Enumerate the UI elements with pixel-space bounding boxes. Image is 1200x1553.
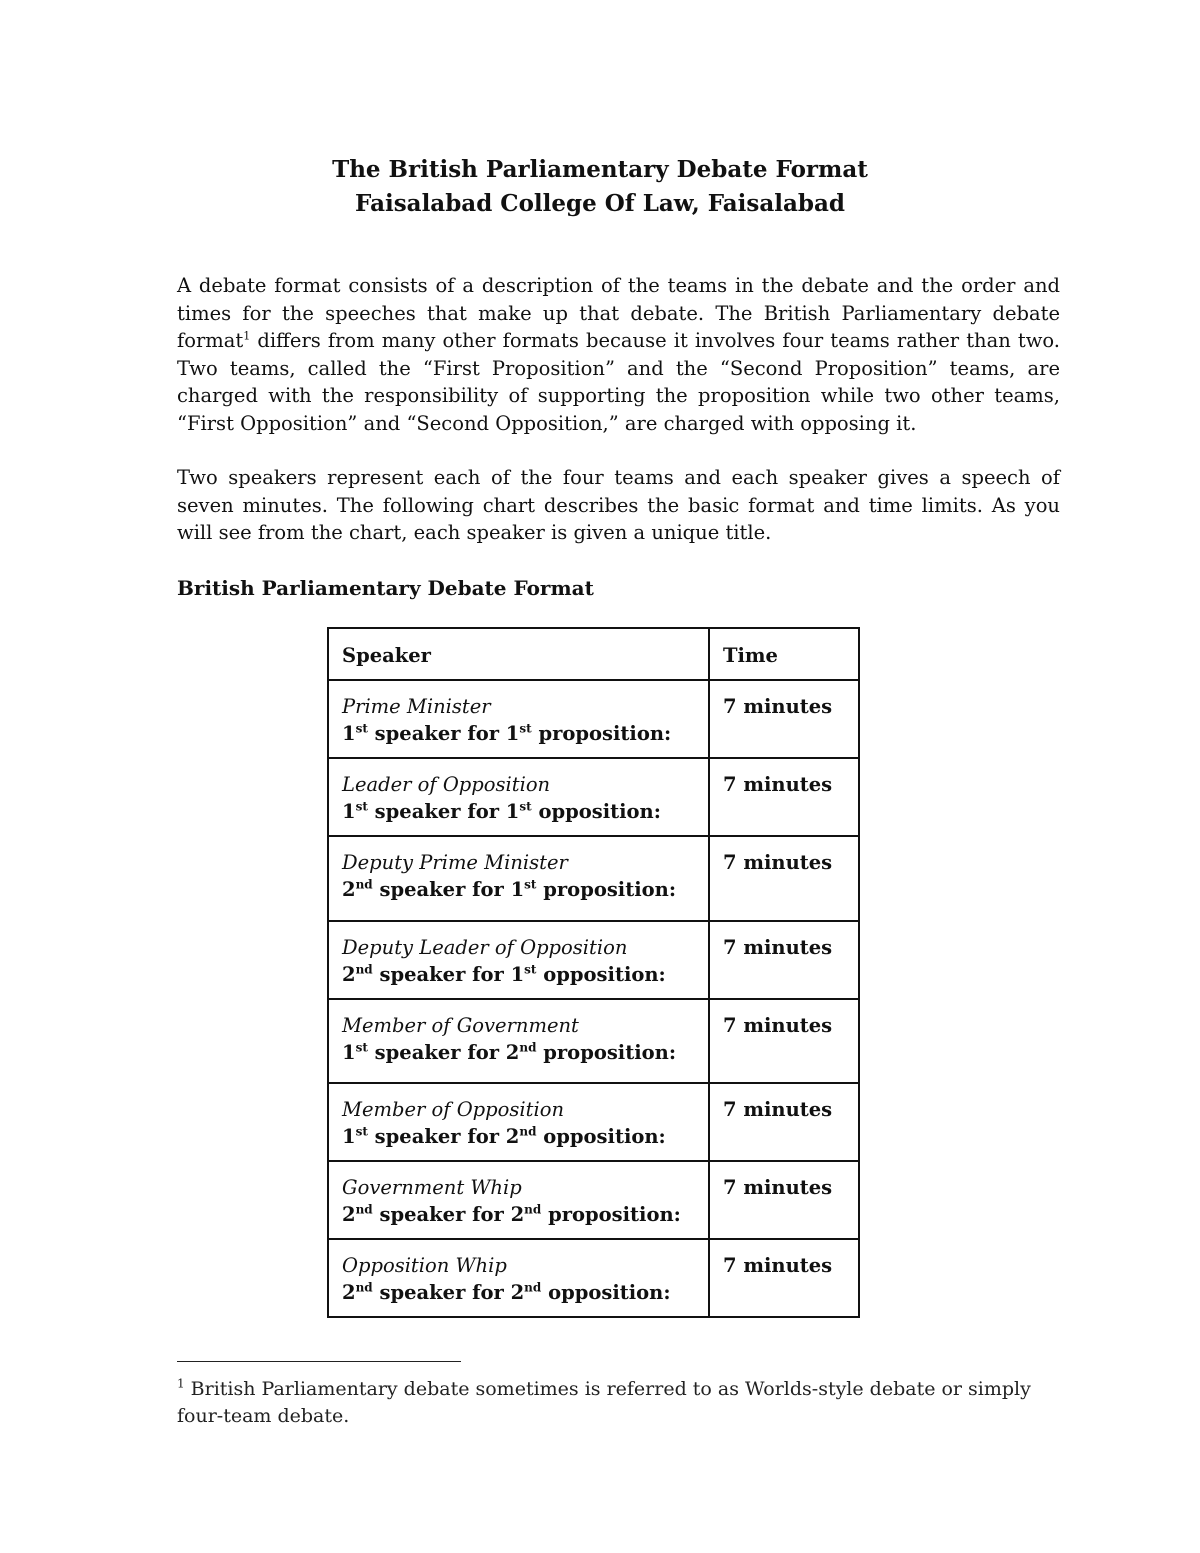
time-cell: 7 minutes <box>709 1161 859 1239</box>
speaker-cell <box>328 758 709 836</box>
speaker-role: Member of Opposition <box>342 1098 565 1121</box>
speaker-cell <box>328 1083 709 1161</box>
team-order-suffix: nd <box>524 1280 542 1295</box>
speaker-role: Leader of Opposition <box>342 773 551 796</box>
speaker-role: Government Whip <box>342 1176 522 1199</box>
table-body <box>328 680 859 1317</box>
team-order: 1 <box>510 963 525 986</box>
speaker-cell <box>328 1161 709 1239</box>
header-speaker: Speaker <box>328 628 709 680</box>
time-cell: 7 minutes <box>709 999 859 1083</box>
team-side: opposition: <box>536 1125 666 1148</box>
team-order-suffix: st <box>519 799 532 814</box>
speaker-order: 2 <box>342 1203 356 1226</box>
team-order: 2 <box>505 1125 520 1148</box>
team-order: 2 <box>510 1203 525 1226</box>
team-side: proposition: <box>541 1203 681 1226</box>
speaker-description <box>342 961 696 988</box>
team-side: opposition: <box>541 1281 671 1304</box>
speaker-description <box>342 1279 696 1306</box>
speaker-order: 2 <box>342 878 356 901</box>
document-subtitle: Faisalabad College Of Law, Faisalabad <box>355 190 845 217</box>
speaker-order: 2 <box>342 963 356 986</box>
speaker-order-suffix: st <box>355 721 368 736</box>
speaker-for-text: speaker for <box>372 878 511 901</box>
speaker-order: 1 <box>342 1041 356 1064</box>
speaker-for-text: speaker for <box>367 722 506 745</box>
speaker-role: Deputy Prime Minister <box>342 851 568 874</box>
speaker-order-suffix: nd <box>355 1202 373 1217</box>
time-cell: 7 minutes <box>709 836 859 921</box>
speaker-for-text: speaker for <box>372 963 511 986</box>
team-side: proposition: <box>536 1041 677 1064</box>
speaker-role: Member of Government <box>342 1014 579 1037</box>
time-cell: 7 minutes <box>709 1083 859 1161</box>
speaker-order-suffix: st <box>355 799 368 814</box>
speaker-for-text: speaker for <box>372 1281 511 1304</box>
team-order-suffix: st <box>519 721 532 736</box>
team-order-suffix: nd <box>519 1040 537 1055</box>
speaker-for-text: speaker for <box>372 1203 511 1226</box>
table-row <box>328 999 859 1083</box>
section-heading: British Parliamentary Debate Format <box>177 576 594 600</box>
team-order-suffix: nd <box>524 1202 542 1217</box>
intro-p1-text-b: differs from many other formats because it involves four teams rather than two. Two teams, called the “First Proposition” and the “Second Proposition” teams, are charged with the responsibility of supporting the proposition while two other teams, “First Opposition” and “Second Opposition,” are charged with opposing it. <box>177 329 1060 435</box>
time-cell: 7 minutes <box>709 758 859 836</box>
speaker-order-suffix: st <box>355 1124 368 1139</box>
speaker-order: 1 <box>342 1125 356 1148</box>
speaker-for-text: speaker for <box>367 1125 506 1148</box>
time-cell: 7 minutes <box>709 1239 859 1317</box>
debate-format-table <box>327 627 860 1318</box>
speaker-description <box>342 1201 696 1228</box>
speaker-role: Deputy Leader of Opposition <box>342 936 628 959</box>
footnote <box>177 1376 1037 1430</box>
team-side: proposition: <box>531 722 672 745</box>
speaker-for-text: speaker for <box>367 800 506 823</box>
header-time: Time <box>709 628 859 680</box>
speaker-cell <box>328 921 709 999</box>
table-row <box>328 1161 859 1239</box>
speaker-role: Prime Minister <box>342 695 491 718</box>
intro-paragraph-1 <box>177 272 1060 438</box>
speaker-order-suffix: st <box>355 1040 368 1055</box>
speaker-role: Opposition Whip <box>342 1254 507 1277</box>
table-row <box>328 1239 859 1317</box>
speaker-description <box>342 1039 696 1066</box>
team-order: 1 <box>505 800 520 823</box>
speaker-description <box>342 876 696 903</box>
speaker-order-suffix: nd <box>355 962 373 977</box>
footnote-marker: 1 <box>177 1376 185 1391</box>
table-row <box>328 836 859 921</box>
table-row <box>328 680 859 758</box>
speaker-cell <box>328 836 709 921</box>
speaker-description <box>342 720 696 747</box>
time-cell: 7 minutes <box>709 921 859 999</box>
speaker-order: 1 <box>342 722 356 745</box>
team-order-suffix: st <box>524 877 537 892</box>
footnote-divider <box>177 1361 461 1362</box>
footnote-reference[interactable]: 1 <box>243 329 251 343</box>
intro-p1-text-a: A debate format consists of a description of the teams in the debate and the order and times for the speeches that make up that debate. The British Parliamentary debate format <box>177 274 1060 353</box>
speaker-description <box>342 798 696 825</box>
time-cell: 7 minutes <box>709 680 859 758</box>
table-header-row <box>328 628 859 680</box>
table-row <box>328 1083 859 1161</box>
speaker-for-text: speaker for <box>367 1041 506 1064</box>
speaker-order-suffix: nd <box>355 877 373 892</box>
team-order: 1 <box>510 878 525 901</box>
speaker-cell <box>328 999 709 1083</box>
document-title: The British Parliamentary Debate Format <box>332 156 868 183</box>
speaker-cell <box>328 680 709 758</box>
team-side: proposition: <box>536 878 677 901</box>
speaker-cell <box>328 1239 709 1317</box>
team-order: 2 <box>505 1041 520 1064</box>
speaker-description <box>342 1123 696 1150</box>
team-order-suffix: nd <box>519 1124 537 1139</box>
speaker-order: 1 <box>342 800 356 823</box>
team-order-suffix: st <box>524 962 537 977</box>
team-side: opposition: <box>531 800 661 823</box>
footnote-text: British Parliamentary debate sometimes is referred to as Worlds-style debate or simply four-team debate. <box>177 1378 1031 1427</box>
team-order: 1 <box>505 722 520 745</box>
team-side: opposition: <box>536 963 666 986</box>
table-row <box>328 921 859 999</box>
team-order: 2 <box>510 1281 525 1304</box>
speaker-order: 2 <box>342 1281 356 1304</box>
speaker-order-suffix: nd <box>355 1280 373 1295</box>
table-row <box>328 758 859 836</box>
intro-paragraph-2: Two speakers represent each of the four teams and each speaker gives a speech of seven minutes. The following chart describes the basic format and time limits. As you will see from the chart, each speaker is given a unique title. <box>177 466 1060 545</box>
